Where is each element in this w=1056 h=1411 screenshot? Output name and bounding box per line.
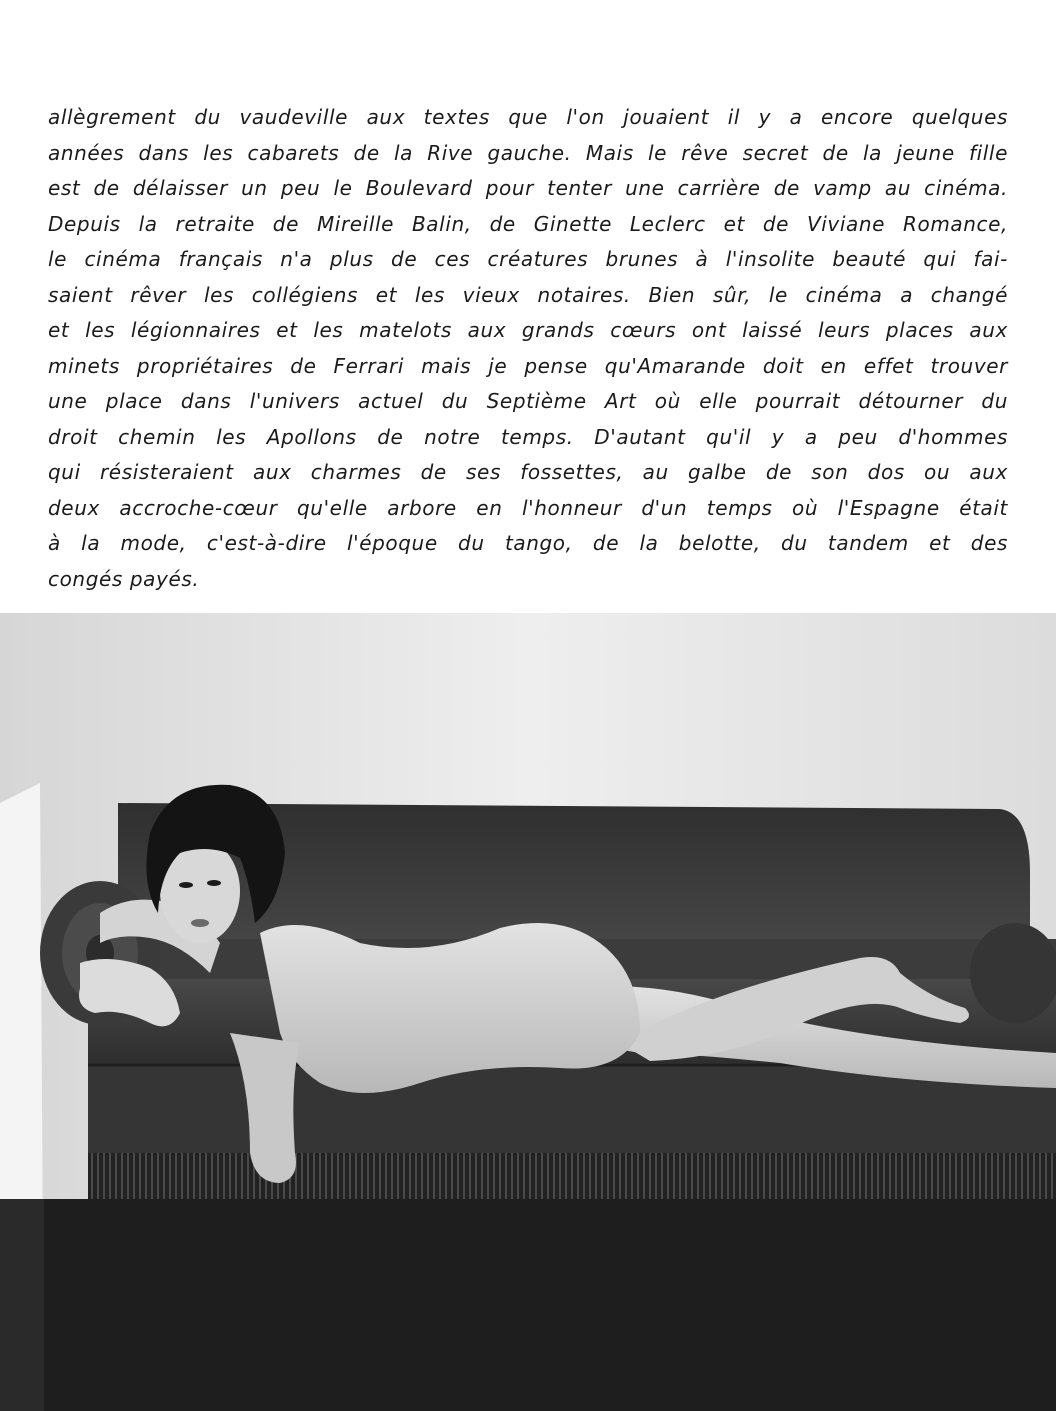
article-text <box>48 100 1008 597</box>
floor <box>0 1199 1056 1411</box>
photograph <box>0 613 1056 1411</box>
text-line-3: est de délaisser un peu le Boulevard pour tenter une carrière de vamp au cinéma. <box>48 176 1008 200</box>
text-line-10: droit chemin les Apollons de notre temps. D'autant qu'il y a peu d'hommes <box>48 424 1008 449</box>
text-line-1: allègrement du vaudeville aux textes que l'on jouaient il y a encore quelques <box>48 105 1008 129</box>
model-torso <box>260 923 640 1093</box>
text-line-6: saient rêver les collégiens et les vieux notaires. Bien sûr, le cinéma a changé <box>48 282 1008 307</box>
photo-illustration <box>0 613 1056 1411</box>
bolster-pillow-right <box>970 923 1056 1023</box>
text-line-14: congés payés. <box>48 566 200 591</box>
text-line-13: à la mode, c'est-à-dire l'époque du tango, de la belotte, du tandem et des <box>48 531 1008 555</box>
text-line-5: le cinéma français n'a plus de ces créatures brunes à l'insolite beauté qui fai- <box>48 247 1008 271</box>
text-line-11: qui résisteraient aux charmes de ses fossettes, au galbe de son dos ou aux <box>48 460 1008 484</box>
text-line-12: deux accroche-cœur qu'elle arbore en l'honneur d'un temps où l'Espagne était <box>48 495 1008 520</box>
text-line-2: années dans les cabarets de la Rive gauche. Mais le rêve secret de la jeune fille <box>48 140 1008 165</box>
sofa-fringe <box>88 1153 1056 1199</box>
text-line-8: minets propriétaires de Ferrari mais je pense qu'Amarande doit en effet trouver <box>48 353 1008 378</box>
text-line-4: Depuis la retraite de Mireille Balin, de Ginette Leclerc et de Viviane Romance, <box>48 211 1008 236</box>
text-line-7: et les légionnaires et les matelots aux grands cœurs ont laissé leurs places aux <box>48 318 1008 342</box>
text-line-9: une place dans l'univers actuel du Septième Art où elle pourrait détourner du <box>48 389 1008 413</box>
